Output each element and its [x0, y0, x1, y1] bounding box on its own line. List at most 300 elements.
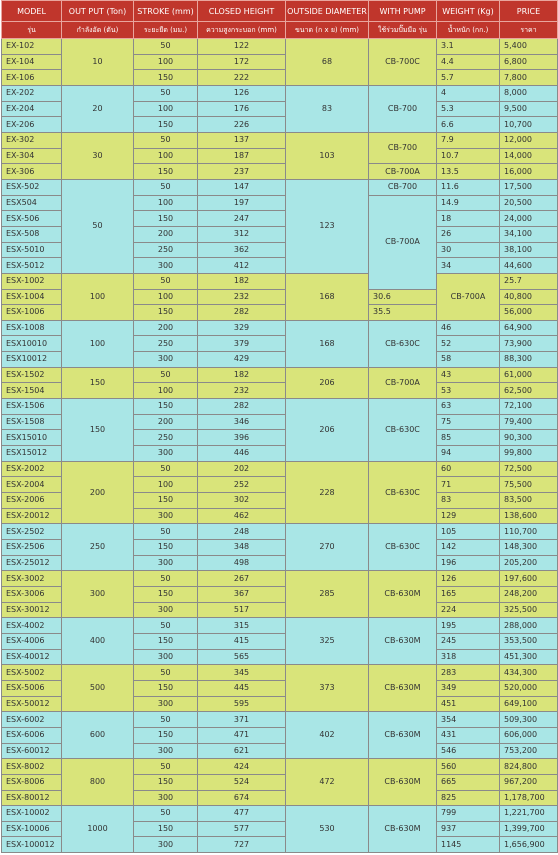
pump-cell: CB-630M	[369, 712, 437, 759]
closed-height-cell: 252	[198, 477, 286, 493]
weight-cell: 245	[437, 633, 500, 649]
output-ton-cell: 250	[62, 524, 134, 571]
price-cell: 248,200	[500, 586, 558, 602]
model-cell: ESX-8006	[2, 774, 62, 790]
price-cell: 1,656,900	[500, 837, 558, 853]
stroke-cell: 250	[134, 430, 198, 446]
header-output: OUT PUT (Ton)	[62, 1, 134, 22]
price-cell: 9,500	[500, 101, 558, 117]
model-cell: ESX15010	[2, 430, 62, 446]
pump-cell: CB-630C	[369, 399, 437, 462]
output-ton-cell: 1000	[62, 806, 134, 853]
closed-height-cell: 282	[198, 305, 286, 321]
model-cell: ESX-20012	[2, 508, 62, 524]
price-cell: 83,500	[500, 493, 558, 509]
closed-height-cell: 477	[198, 806, 286, 822]
outside-diameter-cell: 206	[286, 399, 369, 462]
table-row	[2, 665, 558, 681]
closed-height-cell: 396	[198, 430, 286, 446]
stroke-cell: 100	[134, 101, 198, 117]
model-cell: ESX-5002	[2, 665, 62, 681]
stroke-cell: 50	[134, 39, 198, 55]
weight-cell: 11.6	[437, 179, 500, 195]
weight-cell: 825	[437, 790, 500, 806]
stroke-cell: 250	[134, 242, 198, 258]
model-cell: ESX-4002	[2, 618, 62, 634]
closed-height-cell: 424	[198, 759, 286, 775]
price-cell: 7,800	[500, 70, 558, 86]
model-cell: ESX-1506	[2, 399, 62, 415]
model-cell: ESX-2506	[2, 540, 62, 556]
price-cell: 73,900	[500, 336, 558, 352]
closed-height-cell: 267	[198, 571, 286, 587]
weight-cell: 53	[437, 383, 500, 399]
stroke-cell: 300	[134, 696, 198, 712]
price-cell: 1,399,700	[500, 821, 558, 837]
outside-diameter-cell: 83	[286, 85, 369, 132]
model-cell: ESX-6006	[2, 727, 62, 743]
price-cell: 88,300	[500, 352, 558, 368]
model-cell: ESX-1004	[2, 289, 62, 305]
stroke-cell: 150	[134, 680, 198, 696]
weight-cell: 83	[437, 493, 500, 509]
model-cell: EX-304	[2, 148, 62, 164]
closed-height-cell: 232	[198, 289, 286, 305]
stroke-cell: 300	[134, 602, 198, 618]
table-row	[2, 367, 558, 383]
closed-height-cell: 498	[198, 555, 286, 571]
outside-diameter-cell: 530	[286, 806, 369, 853]
closed-height-cell: 371	[198, 712, 286, 728]
model-cell: ESX-1508	[2, 414, 62, 430]
subheader-price: ราคา	[500, 22, 558, 39]
pump-cell: CB-700	[369, 179, 437, 195]
weight-cell: 560	[437, 759, 500, 775]
price-cell: 197,600	[500, 571, 558, 587]
output-ton-cell: 150	[62, 399, 134, 462]
output-ton-cell: 400	[62, 618, 134, 665]
pump-cell: CB-630C	[369, 320, 437, 367]
model-cell: ESX-1504	[2, 383, 62, 399]
stroke-cell: 200	[134, 414, 198, 430]
stroke-cell: 150	[134, 774, 198, 790]
weight-cell: 75	[437, 414, 500, 430]
pump-cell: CB-700	[369, 85, 437, 132]
header-row	[2, 1, 558, 22]
stroke-cell: 50	[134, 273, 198, 289]
model-cell: ESX-25012	[2, 555, 62, 571]
weight-cell: 5.3	[437, 101, 500, 117]
price-cell: 38,100	[500, 242, 558, 258]
price-cell: 34,100	[500, 226, 558, 242]
closed-height-cell: 517	[198, 602, 286, 618]
table-row	[2, 806, 558, 822]
price-cell: 72,500	[500, 461, 558, 477]
price-cell: 434,300	[500, 665, 558, 681]
outside-diameter-cell: 402	[286, 712, 369, 759]
price-cell: 12,000	[500, 132, 558, 148]
price-cell: 20,500	[500, 195, 558, 211]
closed-height-cell: 415	[198, 633, 286, 649]
stroke-cell: 100	[134, 54, 198, 70]
weight-cell: 105	[437, 524, 500, 540]
closed-height-cell: 429	[198, 352, 286, 368]
model-cell: EX-106	[2, 70, 62, 86]
stroke-cell: 300	[134, 352, 198, 368]
closed-height-cell: 346	[198, 414, 286, 430]
pump-cell: CB-700A	[437, 273, 500, 320]
stroke-cell: 150	[134, 211, 198, 227]
output-ton-cell: 20	[62, 85, 134, 132]
stroke-cell: 150	[134, 727, 198, 743]
weight-cell: 35.5	[369, 305, 437, 321]
header-with-pump: WITH PUMP	[369, 1, 437, 22]
stroke-cell: 50	[134, 524, 198, 540]
weight-cell: 196	[437, 555, 500, 571]
weight-cell: 14.9	[437, 195, 500, 211]
weight-cell: 25.7	[500, 273, 558, 289]
model-cell: ESX504	[2, 195, 62, 211]
closed-height-cell: 182	[198, 273, 286, 289]
table-row	[2, 132, 558, 148]
stroke-cell: 100	[134, 289, 198, 305]
closed-height-cell: 445	[198, 680, 286, 696]
closed-height-cell: 237	[198, 164, 286, 180]
closed-height-cell: 727	[198, 837, 286, 853]
stroke-cell: 300	[134, 446, 198, 462]
price-cell: 649,100	[500, 696, 558, 712]
price-cell: 79,400	[500, 414, 558, 430]
stroke-cell: 200	[134, 226, 198, 242]
output-ton-cell: 10	[62, 39, 134, 86]
table-row	[2, 179, 558, 195]
closed-height-cell: 577	[198, 821, 286, 837]
stroke-cell: 150	[134, 633, 198, 649]
model-cell: EX-102	[2, 39, 62, 55]
weight-cell: 431	[437, 727, 500, 743]
output-ton-cell: 50	[62, 179, 134, 273]
subheader-closed-height: ความสูงกระบอก (mm)	[198, 22, 286, 39]
stroke-cell: 100	[134, 195, 198, 211]
stroke-cell: 250	[134, 336, 198, 352]
stroke-cell: 50	[134, 759, 198, 775]
closed-height-cell: 147	[198, 179, 286, 195]
subheader-model: รุ่น	[2, 22, 62, 39]
weight-cell: 937	[437, 821, 500, 837]
model-cell: ESX-2002	[2, 461, 62, 477]
price-cell: 40,800	[500, 289, 558, 305]
closed-height-cell: 137	[198, 132, 286, 148]
closed-height-cell: 674	[198, 790, 286, 806]
stroke-cell: 150	[134, 493, 198, 509]
header-outside-diameter: OUTSIDE DIAMETER	[286, 1, 369, 22]
subheader-stroke: ระยะยืด (มม.)	[134, 22, 198, 39]
model-cell: ESX-5012	[2, 258, 62, 274]
model-cell: ESX10012	[2, 352, 62, 368]
price-cell: 75,500	[500, 477, 558, 493]
model-cell: ESX-10006	[2, 821, 62, 837]
price-cell: 6,800	[500, 54, 558, 70]
closed-height-cell: 595	[198, 696, 286, 712]
model-cell: ESX-5006	[2, 680, 62, 696]
table-row	[2, 524, 558, 540]
outside-diameter-cell: 472	[286, 759, 369, 806]
model-cell: ESX-80012	[2, 790, 62, 806]
stroke-cell: 300	[134, 837, 198, 853]
weight-cell: 799	[437, 806, 500, 822]
weight-cell: 94	[437, 446, 500, 462]
closed-height-cell: 182	[198, 367, 286, 383]
price-cell: 61,000	[500, 367, 558, 383]
header-price: PRICE	[500, 1, 558, 22]
closed-height-cell: 282	[198, 399, 286, 415]
model-cell: ESX-502	[2, 179, 62, 195]
pump-cell: CB-700	[369, 132, 437, 163]
outside-diameter-cell: 228	[286, 461, 369, 524]
closed-height-cell: 187	[198, 148, 286, 164]
weight-cell: 165	[437, 586, 500, 602]
price-cell: 56,000	[500, 305, 558, 321]
model-cell: ESX-2502	[2, 524, 62, 540]
stroke-cell: 100	[134, 148, 198, 164]
pump-cell: CB-700A	[369, 195, 437, 289]
model-cell: ESX-508	[2, 226, 62, 242]
price-cell: 16,000	[500, 164, 558, 180]
stroke-cell: 150	[134, 586, 198, 602]
pump-cell: CB-700A	[369, 367, 437, 398]
model-cell: EX-306	[2, 164, 62, 180]
table-row	[2, 273, 558, 289]
output-ton-cell: 500	[62, 665, 134, 712]
table-row	[2, 39, 558, 55]
price-cell: 753,200	[500, 743, 558, 759]
weight-cell: 85	[437, 430, 500, 446]
model-cell: EX-302	[2, 132, 62, 148]
price-cell: 62,500	[500, 383, 558, 399]
closed-height-cell: 232	[198, 383, 286, 399]
weight-cell: 129	[437, 508, 500, 524]
output-ton-cell: 600	[62, 712, 134, 759]
table-row	[2, 571, 558, 587]
weight-cell: 58	[437, 352, 500, 368]
price-cell: 325,500	[500, 602, 558, 618]
stroke-cell: 300	[134, 258, 198, 274]
closed-height-cell: 197	[198, 195, 286, 211]
stroke-cell: 50	[134, 806, 198, 822]
weight-cell: 18	[437, 211, 500, 227]
price-table	[1, 0, 558, 853]
price-cell: 451,300	[500, 649, 558, 665]
weight-cell: 349	[437, 680, 500, 696]
output-ton-cell: 300	[62, 571, 134, 618]
model-cell: ESX-506	[2, 211, 62, 227]
model-cell: ESX-2006	[2, 493, 62, 509]
closed-height-cell: 329	[198, 320, 286, 336]
closed-height-cell: 462	[198, 508, 286, 524]
outside-diameter-cell: 325	[286, 618, 369, 665]
model-cell: ESX-10002	[2, 806, 62, 822]
stroke-cell: 150	[134, 540, 198, 556]
model-cell: EX-206	[2, 117, 62, 133]
weight-cell: 3.1	[437, 39, 500, 55]
closed-height-cell: 126	[198, 85, 286, 101]
weight-cell: 43	[437, 367, 500, 383]
model-cell: ESX-60012	[2, 743, 62, 759]
stroke-cell: 300	[134, 743, 198, 759]
pump-cell: CB-630M	[369, 618, 437, 665]
outside-diameter-cell: 270	[286, 524, 369, 571]
price-cell: 44,600	[500, 258, 558, 274]
price-cell: 1,178,700	[500, 790, 558, 806]
outside-diameter-cell: 373	[286, 665, 369, 712]
model-cell: ESX-30012	[2, 602, 62, 618]
price-cell: 10,700	[500, 117, 558, 133]
price-cell: 205,200	[500, 555, 558, 571]
weight-cell: 6.6	[437, 117, 500, 133]
table-row	[2, 399, 558, 415]
subheader-row	[2, 22, 558, 39]
price-cell: 520,000	[500, 680, 558, 696]
subheader-with-pump: ใช้ร่วมปั๊มมือ รุ่น	[369, 22, 437, 39]
model-cell: ESX-3002	[2, 571, 62, 587]
weight-cell: 30.6	[369, 289, 437, 305]
closed-height-cell: 412	[198, 258, 286, 274]
model-cell: EX-202	[2, 85, 62, 101]
stroke-cell: 50	[134, 367, 198, 383]
model-cell: ESX10010	[2, 336, 62, 352]
price-cell: 1,221,700	[500, 806, 558, 822]
model-cell: ESX-8002	[2, 759, 62, 775]
closed-height-cell: 172	[198, 54, 286, 70]
pump-cell: CB-700C	[369, 39, 437, 86]
model-cell: EX-204	[2, 101, 62, 117]
stroke-cell: 200	[134, 320, 198, 336]
closed-height-cell: 621	[198, 743, 286, 759]
model-cell: ESX-1008	[2, 320, 62, 336]
price-cell: 24,000	[500, 211, 558, 227]
header-model: MODEL	[2, 1, 62, 22]
output-ton-cell: 150	[62, 367, 134, 398]
closed-height-cell: 312	[198, 226, 286, 242]
subheader-output: กำลังอัด (ตัน)	[62, 22, 134, 39]
stroke-cell: 300	[134, 508, 198, 524]
price-cell: 17,500	[500, 179, 558, 195]
table-row	[2, 759, 558, 775]
weight-cell: 10.7	[437, 148, 500, 164]
model-cell: ESX-1006	[2, 305, 62, 321]
outside-diameter-cell: 285	[286, 571, 369, 618]
price-cell: 967,200	[500, 774, 558, 790]
stroke-cell: 150	[134, 117, 198, 133]
model-cell: ESX-4006	[2, 633, 62, 649]
price-cell: 110,700	[500, 524, 558, 540]
subheader-outside-diameter: ขนาด (ก x ย) (mm)	[286, 22, 369, 39]
closed-height-cell: 226	[198, 117, 286, 133]
closed-height-cell: 379	[198, 336, 286, 352]
model-cell: ESX-40012	[2, 649, 62, 665]
closed-height-cell: 222	[198, 70, 286, 86]
price-cell: 288,000	[500, 618, 558, 634]
stroke-cell: 300	[134, 555, 198, 571]
weight-cell: 546	[437, 743, 500, 759]
model-cell: ESX-3006	[2, 586, 62, 602]
closed-height-cell: 446	[198, 446, 286, 462]
table-row	[2, 461, 558, 477]
weight-cell: 46	[437, 320, 500, 336]
output-ton-cell: 800	[62, 759, 134, 806]
outside-diameter-cell: 103	[286, 132, 369, 179]
weight-cell: 71	[437, 477, 500, 493]
stroke-cell: 50	[134, 85, 198, 101]
outside-diameter-cell: 68	[286, 39, 369, 86]
price-cell: 824,800	[500, 759, 558, 775]
table-row	[2, 712, 558, 728]
header-closed-height: CLOSED HEIGHT	[198, 1, 286, 22]
weight-cell: 195	[437, 618, 500, 634]
output-ton-cell: 100	[62, 320, 134, 367]
weight-cell: 4	[437, 85, 500, 101]
header-weight: WEIGHT (Kg)	[437, 1, 500, 22]
weight-cell: 13.5	[437, 164, 500, 180]
price-cell: 138,600	[500, 508, 558, 524]
closed-height-cell: 524	[198, 774, 286, 790]
closed-height-cell: 565	[198, 649, 286, 665]
price-cell: 64,900	[500, 320, 558, 336]
pump-cell: CB-630M	[369, 571, 437, 618]
weight-cell: 34	[437, 258, 500, 274]
closed-height-cell: 247	[198, 211, 286, 227]
stroke-cell: 300	[134, 649, 198, 665]
model-cell: ESX-5010	[2, 242, 62, 258]
model-cell: ESX-6002	[2, 712, 62, 728]
stroke-cell: 150	[134, 821, 198, 837]
header-stroke: STROKE (mm)	[134, 1, 198, 22]
model-cell: ESX-1002	[2, 273, 62, 289]
price-cell: 14,000	[500, 148, 558, 164]
model-cell: ESX15012	[2, 446, 62, 462]
closed-height-cell: 302	[198, 493, 286, 509]
model-cell: ESX-1502	[2, 367, 62, 383]
closed-height-cell: 202	[198, 461, 286, 477]
closed-height-cell: 122	[198, 39, 286, 55]
weight-cell: 30	[437, 242, 500, 258]
stroke-cell: 50	[134, 179, 198, 195]
table-body	[2, 39, 558, 853]
closed-height-cell: 315	[198, 618, 286, 634]
closed-height-cell: 367	[198, 586, 286, 602]
price-cell: 353,500	[500, 633, 558, 649]
weight-cell: 318	[437, 649, 500, 665]
output-ton-cell: 30	[62, 132, 134, 179]
price-cell: 8,000	[500, 85, 558, 101]
stroke-cell: 150	[134, 399, 198, 415]
closed-height-cell: 348	[198, 540, 286, 556]
pump-cell: CB-630M	[369, 806, 437, 853]
stroke-cell: 100	[134, 477, 198, 493]
price-cell: 5,400	[500, 39, 558, 55]
stroke-cell: 50	[134, 712, 198, 728]
stroke-cell: 50	[134, 571, 198, 587]
closed-height-cell: 471	[198, 727, 286, 743]
outside-diameter-cell: 123	[286, 179, 369, 273]
stroke-cell: 300	[134, 790, 198, 806]
model-cell: EX-104	[2, 54, 62, 70]
weight-cell: 1145	[437, 837, 500, 853]
price-cell: 99,800	[500, 446, 558, 462]
weight-cell: 354	[437, 712, 500, 728]
price-cell: 606,000	[500, 727, 558, 743]
stroke-cell: 50	[134, 132, 198, 148]
